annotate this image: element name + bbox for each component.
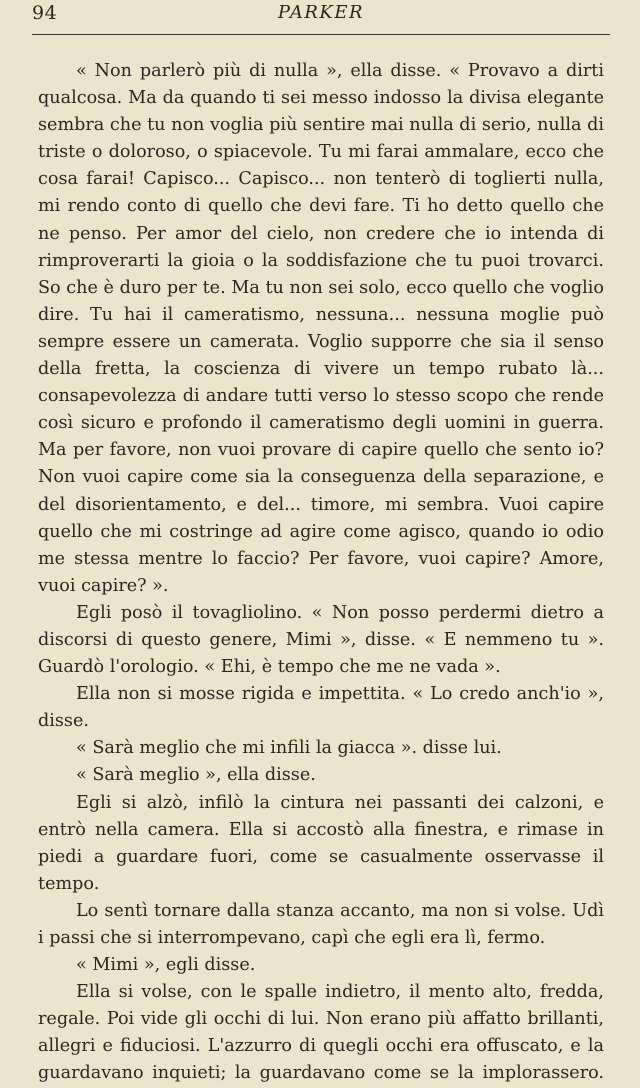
paragraph: « Sarà meglio », ella disse.: [76, 765, 316, 786]
running-title: PARKER: [277, 2, 365, 23]
paragraph: « Mimi », egli disse.: [76, 955, 256, 976]
paragraph: Egli posò il tovagliolino. « Non posso perdermi dietro a discorsi di questo genere, Mimi », disse. « E nemmeno tu ». Guardò l'orologio. « Ehi, è tempo che me ne vada ».: [38, 602, 604, 678]
paragraph: « Sarà meglio che mi infili la giacca ». disse lui.: [76, 738, 502, 759]
page-number: 94: [32, 2, 58, 24]
paragraph: Egli si alzò, infilò la cintura nei passanti dei calzoni, e entrò nella camera. Ella si accostò alla finestra, e rimase in piedi a guardare fuori, come se casualmente osservasse il tempo.: [38, 792, 604, 894]
paragraph: Ella non si mosse rigida e impettita. « Lo credo anch'io », disse.: [38, 684, 604, 732]
body-text: [38, 58, 604, 1088]
paragraph: Ella si volse, con le spalle indietro, il mento alto, fredda, regale. Poi vide gli occhi di lui. Non erano più affatto brillanti, allegri e fiduciosi. L'azzurro di quegli occhi era offuscato, e la guardavano inquieti; la guardavano come se la implorassero.: [38, 982, 604, 1084]
paragraph: Lo sentì tornare dalla stanza accanto, ma non si volse. Udì i passi che si interrompevano, capì che egli era lì, fermo.: [38, 900, 604, 948]
page-header: [32, 0, 610, 35]
paragraph: « Non parlerò più di nulla », ella disse. « Provavo a dirti qualcosa. Ma da quando ti sei messo indosso la divisa elegante sembra che tu non voglia più sentire mai nulla di serio, nulla di triste o doloroso, o spiacevole. Tu mi farai ammalare, ecco che cosa farai! Capisco... Capisco... non tenterò di toglierti nulla, mi rendo conto di quello che devi fare. Ti ho detto quello che ne penso. Per amor del cielo, non credere che io intenda di rimproverarti la gioia o la soddisfazione che tu puoi trovarci. So che è duro per te. Ma tu non sei solo, ecco quello che voglio dire. Tu hai il cameratismo, nessuna... nessuna moglie può sempre essere un camerata. Voglio supporre che sia il senso della fretta, la coscienza di vivere un tempo rubato là... consapevolezza di andare tutti verso lo stesso scopo che rende così sicuro e profondo il cameratismo degli uomini in guerra. Ma per favore, non vuoi provare di capire quello che sento io? Non vuoi capire come sia la conseguenza della separazione, e del disorientamento, e del... timore, mi sembra. Vuoi capire quello che mi costringe ad agire come agisco, quando io odio me stessa mentre lo faccio? Per favore, vuoi capire? Amore, vuoi capire? ».: [38, 61, 604, 596]
